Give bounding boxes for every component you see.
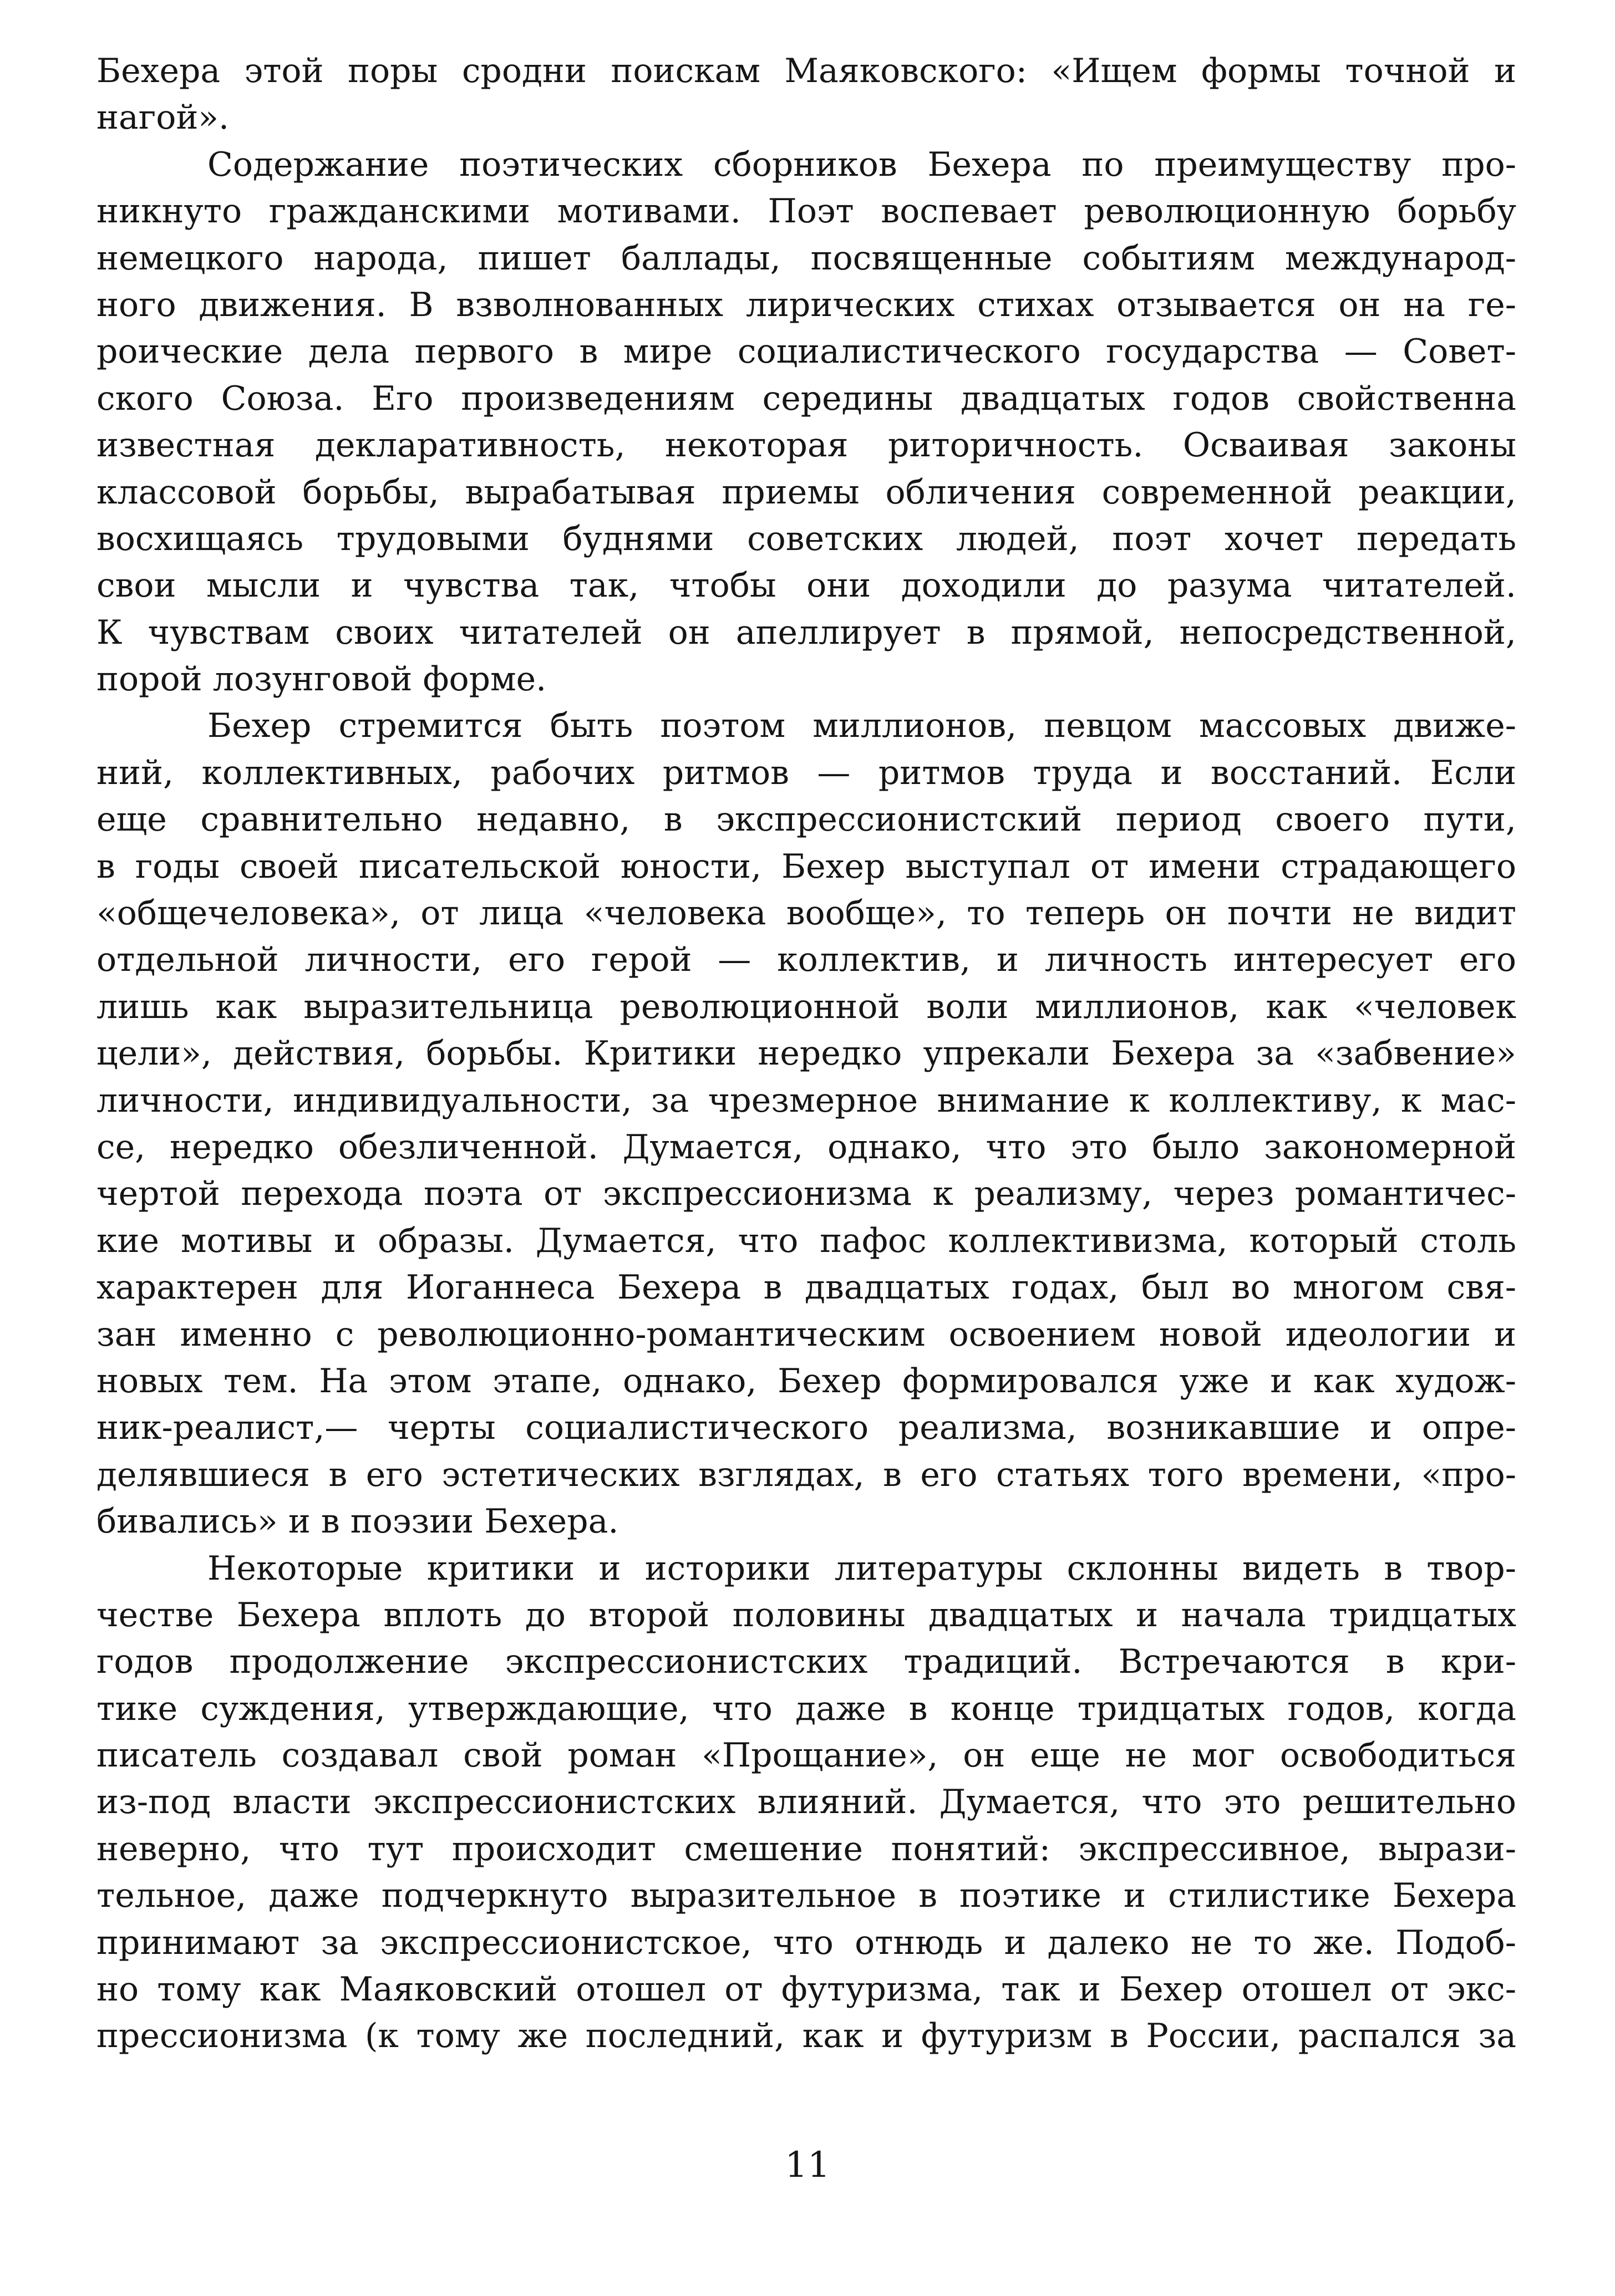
text-line: принимают за экспрессионистское, что отнюдь и далеко не то же. Подоб-	[97, 1923, 1516, 1962]
text-line: бивались» и в поэзии Бехера.	[97, 1502, 619, 1541]
text-line: писатель создавал свой роман «Прощание», он еще не мог освободиться	[97, 1736, 1516, 1775]
text-line: честве Бехера вплоть до второй половины двадцатых и начала тридцатых	[97, 1595, 1516, 1635]
text-line: личности, индивидуальности, за чрезмерное внимание к коллективу, к мас-	[97, 1081, 1516, 1120]
text-line: Содержание поэтических сборников Бехера по преимуществу про-	[207, 145, 1516, 184]
body-text	[97, 48, 1516, 2060]
text-line: ник-реалист,— черты социалистического реализма, возникавшие и опре-	[97, 1408, 1516, 1448]
text-line: ского Союза. Его произведениям середины двадцатых годов свойственна	[97, 379, 1516, 418]
page-number: 11	[785, 2145, 830, 2186]
text-line: восхищаясь трудовыми буднями советских людей, поэт хочет передать	[97, 519, 1516, 558]
text-line: зан именно с революционно-романтическим освоением новой идеологии и	[97, 1315, 1516, 1354]
text-line: немецкого народа, пишет баллады, посвященные событиям международ-	[97, 238, 1516, 278]
text-line: но тому как Маяковский отошел от футуризма, так и Бехер отошел от экс-	[97, 1970, 1516, 2009]
text-line: свои мысли и чувства так, чтобы они доходили до разума читателей.	[97, 566, 1516, 605]
text-line: Бехер стремится быть поэтом миллионов, певцом массовых движе-	[207, 706, 1516, 746]
text-line: прессионизма (к тому же последний, как и футуризм в России, распался за	[97, 2017, 1516, 2056]
text-line: ний, коллективных, рабочих ритмов — ритмов труда и восстаний. Если	[97, 753, 1516, 792]
text-line: К чувствам своих читателей он апеллирует в прямой, непосредственной,	[97, 613, 1516, 652]
text-line: цели», действия, борьбы. Критики нередко упрекали Бехера за «забвение»	[97, 1034, 1516, 1073]
text-line: известная декларативность, некоторая риторичность. Осваивая законы	[97, 426, 1516, 465]
text-line: нагой».	[97, 98, 230, 138]
text-line: тике суждения, утверждающие, что даже в конце тридцатых годов, когда	[97, 1689, 1516, 1728]
text-line: тельное, даже подчеркнуто выразительное в поэтике и стилистике Бехера	[97, 1876, 1516, 1916]
text-line: отдельной личности, его герой — коллектив, и личность интересует его	[97, 940, 1516, 980]
text-line: чертой перехода поэта от экспрессионизма к реализму, через романтичес-	[97, 1174, 1516, 1214]
text-line: новых тем. На этом этапе, однако, Бехер формировался уже и как худож-	[97, 1361, 1516, 1401]
text-line: годов продолжение экспрессионистских традиций. Встречаются в кри-	[97, 1642, 1516, 1682]
text-line: Бехера этой поры сродни поискам Маяковского: «Ищем формы точной и	[97, 52, 1516, 90]
text-line: кие мотивы и образы. Думается, что пафос коллективизма, который столь	[97, 1221, 1516, 1260]
text-line: порой лозунговой форме.	[97, 660, 547, 699]
text-line: Некоторые критики и историки литературы склонны видеть в твор-	[207, 1549, 1516, 1588]
text-line: в годы своей писательской юности, Бехер выступал от имени страдающего	[97, 847, 1516, 886]
text-line: роические дела первого в мире социалистического государства — Совет-	[97, 332, 1516, 371]
text-line: характерен для Иоганнеса Бехера в двадцатых годах, был во многом свя-	[97, 1268, 1516, 1307]
text-line: ного движения. В взволнованных лирических стихах отзывается он на ге-	[97, 285, 1516, 324]
text-line: лишь как выразительница революционной воли миллионов, как «человек	[97, 987, 1516, 1026]
text-line: еще сравнительно недавно, в экспрессионистский период своего пути,	[97, 800, 1516, 839]
text-line: неверно, что тут происходит смешение понятий: экспрессивное, вырази-	[97, 1829, 1516, 1869]
text-line: из-под власти экспрессионистских влияний. Думается, что это решительно	[97, 1783, 1516, 1822]
text-line: «общечеловека», от лица «человека вообще», то теперь он почти не видит	[97, 894, 1516, 933]
text-line: делявшиеся в его эстетических взглядах, в его статьях того времени, «про-	[97, 1455, 1516, 1494]
text-line: классовой борьбы, вырабатывая приемы обличения современной реакции,	[97, 472, 1516, 512]
text-line: се, нередко обезличенной. Думается, однако, что это было закономерной	[97, 1127, 1516, 1167]
text-line: никнуто гражданскими мотивами. Поэт воспевает революционную борьбу	[97, 192, 1516, 231]
